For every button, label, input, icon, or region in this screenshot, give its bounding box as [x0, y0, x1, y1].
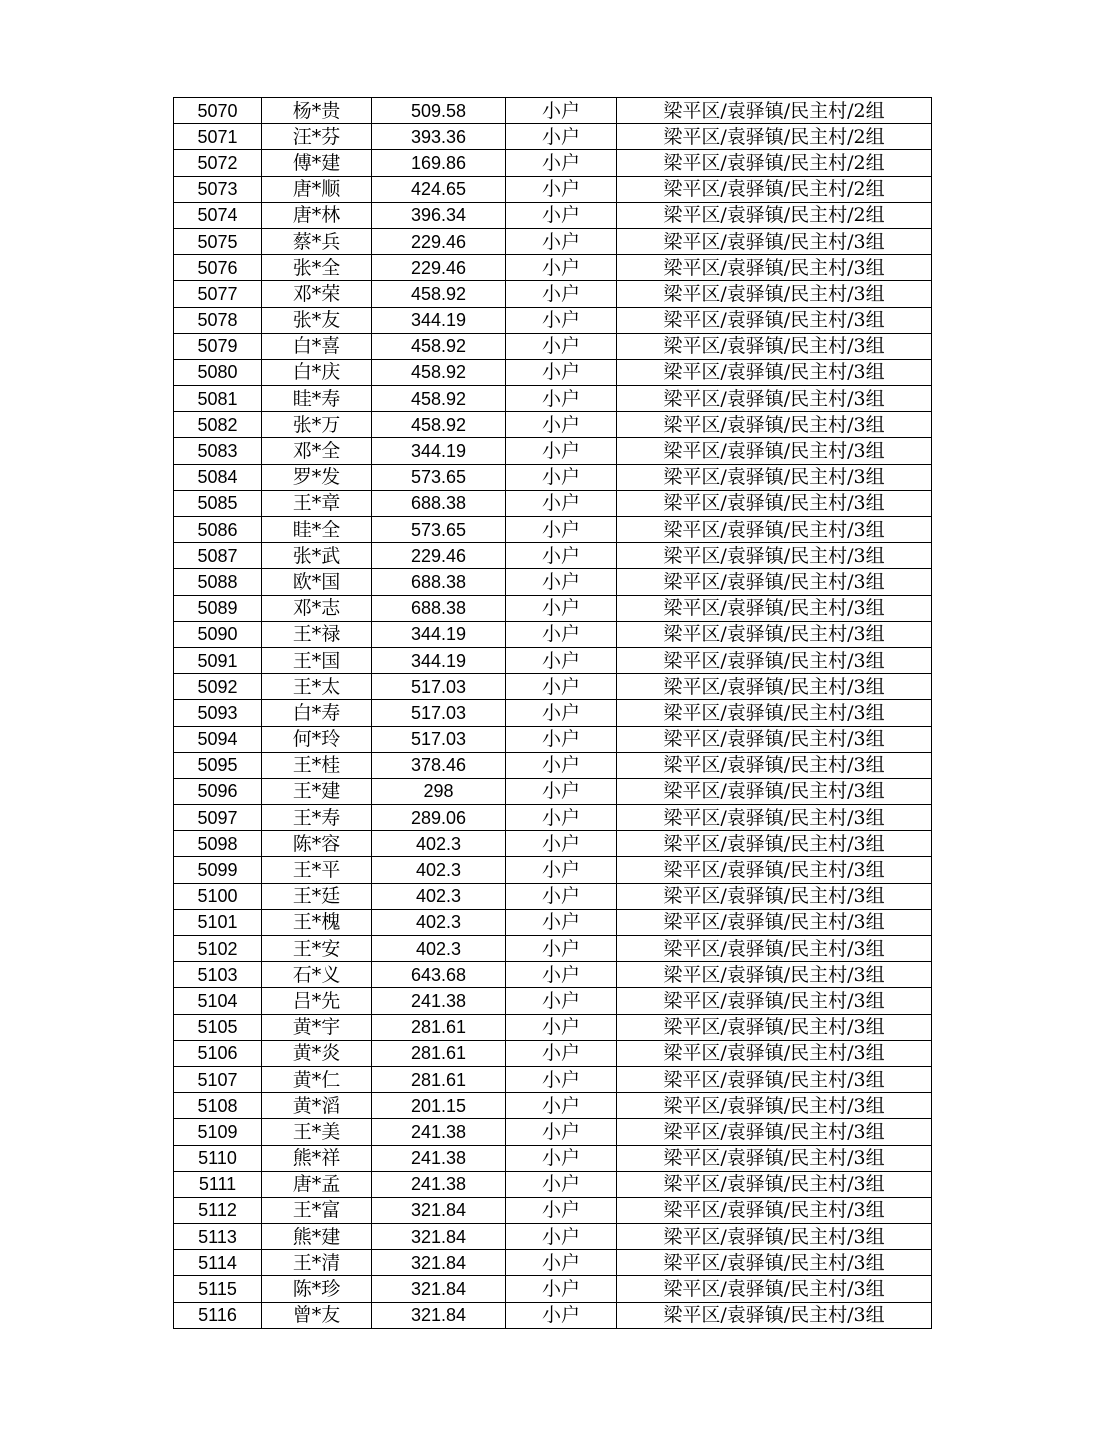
record-name-cell: 汪*芬	[262, 124, 372, 150]
record-name-cell: 罗*发	[262, 464, 372, 490]
record-name-cell: 王*禄	[262, 621, 372, 647]
record-area-cell: 229.46	[372, 228, 506, 254]
record-address-cell: 梁平区/袁驿镇/民主村/3组	[617, 909, 932, 935]
record-area-cell: 229.46	[372, 543, 506, 569]
record-id-cell: 5075	[174, 228, 262, 254]
record-type-cell: 小户	[506, 1197, 617, 1223]
record-id-cell: 5089	[174, 595, 262, 621]
record-address-cell: 梁平区/袁驿镇/民主村/2组	[617, 176, 932, 202]
record-type-cell: 小户	[506, 857, 617, 883]
record-area-cell: 321.84	[372, 1224, 506, 1250]
record-id-cell: 5105	[174, 1014, 262, 1040]
record-address-cell: 梁平区/袁驿镇/民主村/3组	[617, 857, 932, 883]
record-area-cell: 402.3	[372, 831, 506, 857]
record-address-cell: 梁平区/袁驿镇/民主村/3组	[617, 674, 932, 700]
record-id-cell: 5111	[174, 1171, 262, 1197]
record-type-cell: 小户	[506, 778, 617, 804]
record-address-cell: 梁平区/袁驿镇/民主村/2组	[617, 124, 932, 150]
record-name-cell: 陈*珍	[262, 1276, 372, 1302]
table-row	[174, 726, 932, 752]
record-id-cell: 5083	[174, 438, 262, 464]
record-id-cell: 5097	[174, 805, 262, 831]
record-area-cell: 241.38	[372, 1171, 506, 1197]
table-row	[174, 1066, 932, 1092]
record-area-cell: 402.3	[372, 883, 506, 909]
record-type-cell: 小户	[506, 1276, 617, 1302]
record-address-cell: 梁平区/袁驿镇/民主村/3组	[617, 962, 932, 988]
record-address-cell: 梁平区/袁驿镇/民主村/3组	[617, 988, 932, 1014]
record-address-cell: 梁平区/袁驿镇/民主村/3组	[617, 386, 932, 412]
record-type-cell: 小户	[506, 543, 617, 569]
record-area-cell: 344.19	[372, 621, 506, 647]
record-address-cell: 梁平区/袁驿镇/民主村/3组	[617, 700, 932, 726]
record-address-cell: 梁平区/袁驿镇/民主村/3组	[617, 1066, 932, 1092]
table-row	[174, 1224, 932, 1250]
record-id-cell: 5099	[174, 857, 262, 883]
record-area-cell: 573.65	[372, 517, 506, 543]
record-type-cell: 小户	[506, 595, 617, 621]
record-id-cell: 5100	[174, 883, 262, 909]
record-name-cell: 何*玲	[262, 726, 372, 752]
record-name-cell: 熊*祥	[262, 1145, 372, 1171]
record-name-cell: 张*万	[262, 412, 372, 438]
record-address-cell: 梁平区/袁驿镇/民主村/3组	[617, 490, 932, 516]
table-row	[174, 700, 932, 726]
table-row	[174, 831, 932, 857]
table-row	[174, 281, 932, 307]
record-area-cell: 458.92	[372, 281, 506, 307]
record-address-cell: 梁平区/袁驿镇/民主村/3组	[617, 333, 932, 359]
record-name-cell: 眭*全	[262, 517, 372, 543]
table-row	[174, 359, 932, 385]
record-id-cell: 5092	[174, 674, 262, 700]
record-type-cell: 小户	[506, 176, 617, 202]
record-area-cell: 281.61	[372, 1066, 506, 1092]
table-row	[174, 490, 932, 516]
record-address-cell: 梁平区/袁驿镇/民主村/3组	[617, 831, 932, 857]
record-type-cell: 小户	[506, 124, 617, 150]
record-address-cell: 梁平区/袁驿镇/民主村/3组	[617, 1302, 932, 1328]
record-id-cell: 5080	[174, 359, 262, 385]
record-area-cell: 344.19	[372, 647, 506, 673]
record-address-cell: 梁平区/袁驿镇/民主村/3组	[617, 1014, 932, 1040]
record-area-cell: 321.84	[372, 1276, 506, 1302]
record-id-cell: 5087	[174, 543, 262, 569]
record-type-cell: 小户	[506, 1066, 617, 1092]
record-area-cell: 241.38	[372, 1145, 506, 1171]
record-address-cell: 梁平区/袁驿镇/民主村/3组	[617, 1276, 932, 1302]
table-row	[174, 228, 932, 254]
record-area-cell: 688.38	[372, 595, 506, 621]
record-area-cell: 424.65	[372, 176, 506, 202]
record-name-cell: 王*章	[262, 490, 372, 516]
record-name-cell: 邓*志	[262, 595, 372, 621]
record-name-cell: 王*美	[262, 1119, 372, 1145]
record-address-cell: 梁平区/袁驿镇/民主村/3组	[617, 726, 932, 752]
record-address-cell: 梁平区/袁驿镇/民主村/3组	[617, 307, 932, 333]
record-type-cell: 小户	[506, 98, 617, 124]
record-type-cell: 小户	[506, 1093, 617, 1119]
record-address-cell: 梁平区/袁驿镇/民主村/3组	[617, 228, 932, 254]
record-type-cell: 小户	[506, 202, 617, 228]
record-type-cell: 小户	[506, 412, 617, 438]
table-row	[174, 621, 932, 647]
record-type-cell: 小户	[506, 647, 617, 673]
table-row	[174, 936, 932, 962]
record-area-cell: 509.58	[372, 98, 506, 124]
record-id-cell: 5076	[174, 255, 262, 281]
record-address-cell: 梁平区/袁驿镇/民主村/3组	[617, 412, 932, 438]
record-type-cell: 小户	[506, 726, 617, 752]
record-id-cell: 5114	[174, 1250, 262, 1276]
table-row	[174, 883, 932, 909]
record-area-cell: 169.86	[372, 150, 506, 176]
table-row	[174, 1302, 932, 1328]
record-name-cell: 王*廷	[262, 883, 372, 909]
table-row	[174, 988, 932, 1014]
record-type-cell: 小户	[506, 307, 617, 333]
record-area-cell: 402.3	[372, 857, 506, 883]
record-id-cell: 5086	[174, 517, 262, 543]
record-type-cell: 小户	[506, 988, 617, 1014]
record-type-cell: 小户	[506, 805, 617, 831]
record-area-cell: 298	[372, 778, 506, 804]
table-row	[174, 857, 932, 883]
record-name-cell: 唐*孟	[262, 1171, 372, 1197]
table-row	[174, 1250, 932, 1276]
record-type-cell: 小户	[506, 1250, 617, 1276]
table-row	[174, 1197, 932, 1223]
record-name-cell: 黄*炎	[262, 1040, 372, 1066]
record-id-cell: 5096	[174, 778, 262, 804]
record-area-cell: 517.03	[372, 726, 506, 752]
table-row	[174, 752, 932, 778]
record-type-cell: 小户	[506, 438, 617, 464]
record-type-cell: 小户	[506, 359, 617, 385]
record-area-cell: 402.3	[372, 936, 506, 962]
record-area-cell: 241.38	[372, 988, 506, 1014]
record-address-cell: 梁平区/袁驿镇/民主村/3组	[617, 621, 932, 647]
record-name-cell: 张*友	[262, 307, 372, 333]
record-address-cell: 梁平区/袁驿镇/民主村/3组	[617, 359, 932, 385]
record-name-cell: 白*庆	[262, 359, 372, 385]
record-id-cell: 5091	[174, 647, 262, 673]
table-row	[174, 543, 932, 569]
record-name-cell: 王*太	[262, 674, 372, 700]
record-type-cell: 小户	[506, 490, 617, 516]
record-name-cell: 陈*容	[262, 831, 372, 857]
table-row	[174, 150, 932, 176]
record-id-cell: 5071	[174, 124, 262, 150]
record-name-cell: 王*国	[262, 647, 372, 673]
record-id-cell: 5106	[174, 1040, 262, 1066]
record-type-cell: 小户	[506, 700, 617, 726]
record-id-cell: 5103	[174, 962, 262, 988]
record-id-cell: 5072	[174, 150, 262, 176]
record-area-cell: 458.92	[372, 412, 506, 438]
record-area-cell: 643.68	[372, 962, 506, 988]
record-id-cell: 5101	[174, 909, 262, 935]
record-id-cell: 5113	[174, 1224, 262, 1250]
record-area-cell: 201.15	[372, 1093, 506, 1119]
record-name-cell: 傅*建	[262, 150, 372, 176]
record-type-cell: 小户	[506, 150, 617, 176]
table-row	[174, 1119, 932, 1145]
record-area-cell: 458.92	[372, 386, 506, 412]
record-id-cell: 5081	[174, 386, 262, 412]
record-area-cell: 344.19	[372, 307, 506, 333]
record-address-cell: 梁平区/袁驿镇/民主村/3组	[617, 1119, 932, 1145]
record-area-cell: 393.36	[372, 124, 506, 150]
record-address-cell: 梁平区/袁驿镇/民主村/3组	[617, 255, 932, 281]
record-name-cell: 王*安	[262, 936, 372, 962]
record-id-cell: 5104	[174, 988, 262, 1014]
record-address-cell: 梁平区/袁驿镇/民主村/3组	[617, 1224, 932, 1250]
record-name-cell: 王*富	[262, 1197, 372, 1223]
record-id-cell: 5109	[174, 1119, 262, 1145]
record-id-cell: 5102	[174, 936, 262, 962]
record-address-cell: 梁平区/袁驿镇/民主村/2组	[617, 202, 932, 228]
table-row	[174, 909, 932, 935]
record-id-cell: 5079	[174, 333, 262, 359]
record-type-cell: 小户	[506, 1119, 617, 1145]
record-id-cell: 5084	[174, 464, 262, 490]
table-row	[174, 307, 932, 333]
table-row	[174, 255, 932, 281]
record-area-cell: 378.46	[372, 752, 506, 778]
record-address-cell: 梁平区/袁驿镇/民主村/2组	[617, 98, 932, 124]
record-id-cell: 5078	[174, 307, 262, 333]
table-row	[174, 386, 932, 412]
record-area-cell: 688.38	[372, 569, 506, 595]
record-id-cell: 5073	[174, 176, 262, 202]
table-row	[174, 805, 932, 831]
record-name-cell: 眭*寿	[262, 386, 372, 412]
record-id-cell: 5116	[174, 1302, 262, 1328]
record-name-cell: 吕*先	[262, 988, 372, 1014]
table-row	[174, 1040, 932, 1066]
table-row	[174, 1014, 932, 1040]
record-id-cell: 5110	[174, 1145, 262, 1171]
record-id-cell: 5112	[174, 1197, 262, 1223]
record-area-cell: 458.92	[372, 359, 506, 385]
record-type-cell: 小户	[506, 752, 617, 778]
record-address-cell: 梁平区/袁驿镇/民主村/3组	[617, 1145, 932, 1171]
record-type-cell: 小户	[506, 674, 617, 700]
record-address-cell: 梁平区/袁驿镇/民主村/3组	[617, 569, 932, 595]
record-name-cell: 黄*宇	[262, 1014, 372, 1040]
record-type-cell: 小户	[506, 621, 617, 647]
record-name-cell: 欧*国	[262, 569, 372, 595]
record-type-cell: 小户	[506, 1171, 617, 1197]
record-type-cell: 小户	[506, 909, 617, 935]
record-area-cell: 321.84	[372, 1302, 506, 1328]
table-row	[174, 1145, 932, 1171]
records-table	[173, 97, 932, 1329]
record-type-cell: 小户	[506, 936, 617, 962]
record-id-cell: 5095	[174, 752, 262, 778]
record-type-cell: 小户	[506, 464, 617, 490]
record-address-cell: 梁平区/袁驿镇/民主村/3组	[617, 883, 932, 909]
record-id-cell: 5107	[174, 1066, 262, 1092]
record-address-cell: 梁平区/袁驿镇/民主村/3组	[617, 517, 932, 543]
record-id-cell: 5074	[174, 202, 262, 228]
record-area-cell: 289.06	[372, 805, 506, 831]
table-row	[174, 569, 932, 595]
record-area-cell: 573.65	[372, 464, 506, 490]
record-id-cell: 5085	[174, 490, 262, 516]
record-type-cell: 小户	[506, 281, 617, 307]
record-name-cell: 王*寿	[262, 805, 372, 831]
record-type-cell: 小户	[506, 1224, 617, 1250]
record-area-cell: 517.03	[372, 700, 506, 726]
record-name-cell: 曾*友	[262, 1302, 372, 1328]
record-type-cell: 小户	[506, 1040, 617, 1066]
table-row	[174, 517, 932, 543]
record-type-cell: 小户	[506, 962, 617, 988]
table-row	[174, 1171, 932, 1197]
record-name-cell: 熊*建	[262, 1224, 372, 1250]
table-row	[174, 202, 932, 228]
record-name-cell: 王*平	[262, 857, 372, 883]
table-row	[174, 778, 932, 804]
record-address-cell: 梁平区/袁驿镇/民主村/3组	[617, 281, 932, 307]
record-area-cell: 321.84	[372, 1197, 506, 1223]
record-type-cell: 小户	[506, 883, 617, 909]
record-area-cell: 688.38	[372, 490, 506, 516]
record-address-cell: 梁平区/袁驿镇/民主村/2组	[617, 150, 932, 176]
record-id-cell: 5115	[174, 1276, 262, 1302]
record-id-cell: 5090	[174, 621, 262, 647]
records-body	[174, 98, 932, 1329]
record-address-cell: 梁平区/袁驿镇/民主村/3组	[617, 1197, 932, 1223]
record-area-cell: 344.19	[372, 438, 506, 464]
table-row	[174, 595, 932, 621]
record-id-cell: 5088	[174, 569, 262, 595]
record-name-cell: 王*桂	[262, 752, 372, 778]
record-area-cell: 321.84	[372, 1250, 506, 1276]
record-name-cell: 蔡*兵	[262, 228, 372, 254]
record-type-cell: 小户	[506, 1145, 617, 1171]
record-id-cell: 5070	[174, 98, 262, 124]
record-name-cell: 王*建	[262, 778, 372, 804]
record-address-cell: 梁平区/袁驿镇/民主村/3组	[617, 1250, 932, 1276]
record-id-cell: 5082	[174, 412, 262, 438]
table-row	[174, 98, 932, 124]
record-name-cell: 石*义	[262, 962, 372, 988]
record-area-cell: 229.46	[372, 255, 506, 281]
record-area-cell: 281.61	[372, 1014, 506, 1040]
record-address-cell: 梁平区/袁驿镇/民主村/3组	[617, 1171, 932, 1197]
record-type-cell: 小户	[506, 1302, 617, 1328]
table-row	[174, 176, 932, 202]
record-area-cell: 402.3	[372, 909, 506, 935]
record-name-cell: 杨*贵	[262, 98, 372, 124]
record-type-cell: 小户	[506, 333, 617, 359]
record-id-cell: 5094	[174, 726, 262, 752]
record-type-cell: 小户	[506, 228, 617, 254]
record-type-cell: 小户	[506, 1014, 617, 1040]
record-address-cell: 梁平区/袁驿镇/民主村/3组	[617, 752, 932, 778]
table-row	[174, 124, 932, 150]
table-row	[174, 1276, 932, 1302]
record-address-cell: 梁平区/袁驿镇/民主村/3组	[617, 805, 932, 831]
record-id-cell: 5108	[174, 1093, 262, 1119]
record-type-cell: 小户	[506, 517, 617, 543]
record-type-cell: 小户	[506, 255, 617, 281]
record-area-cell: 281.61	[372, 1040, 506, 1066]
record-name-cell: 唐*顺	[262, 176, 372, 202]
table-row	[174, 674, 932, 700]
record-name-cell: 张*全	[262, 255, 372, 281]
table-row	[174, 333, 932, 359]
record-address-cell: 梁平区/袁驿镇/民主村/3组	[617, 1093, 932, 1119]
record-name-cell: 王*槐	[262, 909, 372, 935]
record-name-cell: 张*武	[262, 543, 372, 569]
table-row	[174, 438, 932, 464]
record-id-cell: 5098	[174, 831, 262, 857]
record-name-cell: 唐*林	[262, 202, 372, 228]
record-area-cell: 458.92	[372, 333, 506, 359]
record-id-cell: 5077	[174, 281, 262, 307]
table-row	[174, 647, 932, 673]
record-area-cell: 517.03	[372, 674, 506, 700]
record-address-cell: 梁平区/袁驿镇/民主村/3组	[617, 936, 932, 962]
record-name-cell: 邓*荣	[262, 281, 372, 307]
record-address-cell: 梁平区/袁驿镇/民主村/3组	[617, 438, 932, 464]
table-row	[174, 1093, 932, 1119]
record-type-cell: 小户	[506, 569, 617, 595]
record-name-cell: 黄*滔	[262, 1093, 372, 1119]
record-address-cell: 梁平区/袁驿镇/民主村/3组	[617, 647, 932, 673]
record-type-cell: 小户	[506, 831, 617, 857]
record-name-cell: 王*清	[262, 1250, 372, 1276]
record-address-cell: 梁平区/袁驿镇/民主村/3组	[617, 595, 932, 621]
record-address-cell: 梁平区/袁驿镇/民主村/3组	[617, 543, 932, 569]
record-name-cell: 邓*全	[262, 438, 372, 464]
record-address-cell: 梁平区/袁驿镇/民主村/3组	[617, 464, 932, 490]
record-name-cell: 白*喜	[262, 333, 372, 359]
record-type-cell: 小户	[506, 386, 617, 412]
table-row	[174, 412, 932, 438]
record-address-cell: 梁平区/袁驿镇/民主村/3组	[617, 1040, 932, 1066]
record-area-cell: 241.38	[372, 1119, 506, 1145]
record-name-cell: 黄*仁	[262, 1066, 372, 1092]
record-name-cell: 白*寿	[262, 700, 372, 726]
record-id-cell: 5093	[174, 700, 262, 726]
record-address-cell: 梁平区/袁驿镇/民主村/3组	[617, 778, 932, 804]
table-row	[174, 464, 932, 490]
table-row	[174, 962, 932, 988]
record-area-cell: 396.34	[372, 202, 506, 228]
